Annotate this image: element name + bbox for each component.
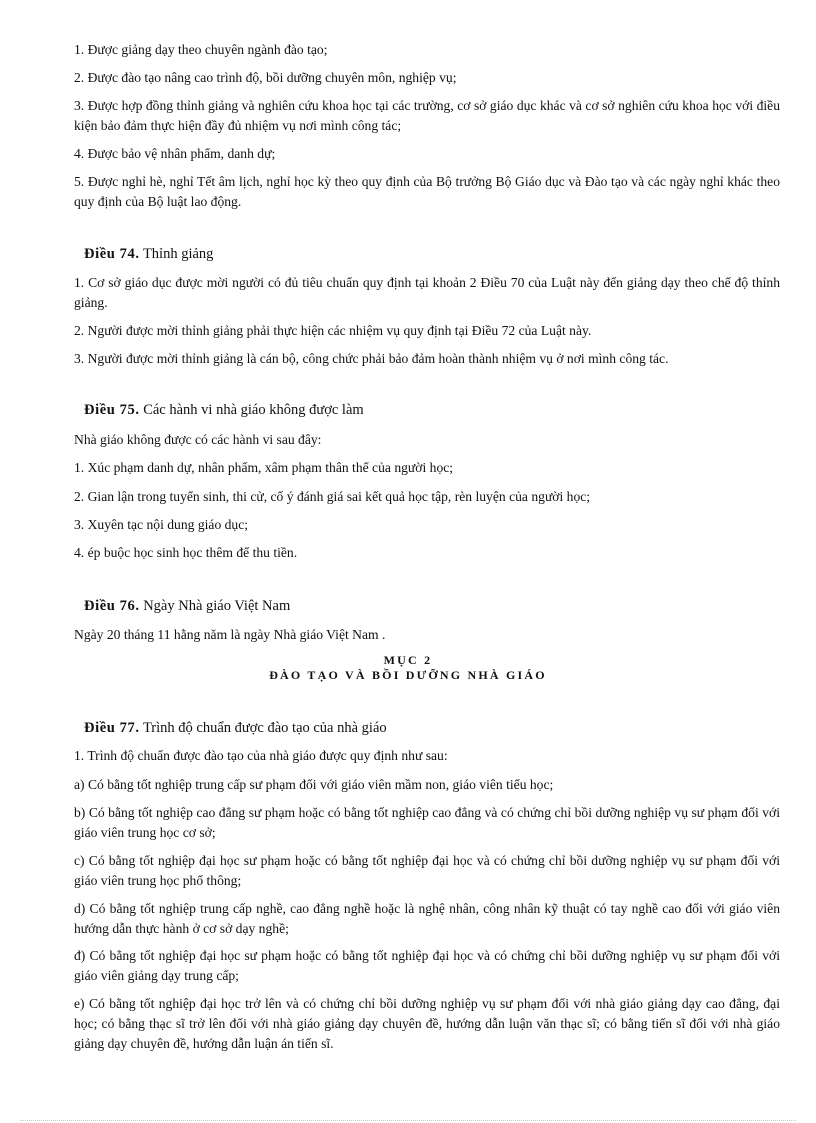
article-number: Điều 75. [84, 402, 140, 418]
list-item: 2. Được đào tạo nâng cao trình độ, bồi dưỡng chuyên môn, nghiệp vụ; [74, 70, 457, 85]
article-77-heading [84, 718, 684, 738]
list-item: 3. Người được mời thỉnh giảng là cán bộ, công chức phải bảo đảm hoàn thành nhiệm vụ ở nơi mình công tác. [74, 351, 669, 366]
list-item: đ) Có bằng tốt nghiệp đại học sư phạm hoặc có bằng tốt nghiệp đại học và có chứng chỉ bồi dưỡng nghiệp vụ sư phạm đối với giáo viên giảng dạy trung cấp; [74, 948, 780, 983]
article-title: Thỉnh giảng [142, 246, 214, 262]
list-item: 3. Được hợp đồng thỉnh giảng và nghiên cứu khoa học tại các trường, cơ sở giáo dục khác và cơ sở nghiên cứu khoa học với điều kiện bảo đảm thực hiện đầy đủ nhiệm vụ nơi mình công tác; [74, 98, 780, 133]
list-item: 1. Được giảng dạy theo chuyên ngành đào tạo; [74, 42, 328, 57]
list-item: d) Có bằng tốt nghiệp trung cấp nghề, cao đẳng nghề hoặc là nghệ nhân, công nhân kỹ thuật có tay nghề cao đối với giáo viên hướng dẫn thực hành ở cơ sở dạy nghề; [74, 901, 780, 936]
article-title: Các hành vi nhà giáo không được làm [143, 402, 364, 418]
list-item: e) Có bằng tốt nghiệp đại học trở lên và có chứng chỉ bồi dưỡng nghiệp vụ sư phạm đối với nhà giáo giảng dạy cao đẳng, đại học; có bằng thạc sĩ trở lên đối với nhà giáo giảng dạy chuyên đề, hướng dẫn luận văn thạc sĩ; có bằng tiến sĩ đối với nhà giáo giảng dạy chuyên đề, hướng dẫn luận án tiến sĩ. [74, 996, 780, 1051]
article-intro: Nhà giáo không được có các hành vi sau đây: [74, 432, 322, 447]
section-title: ĐÀO TẠO VÀ BỒI DƯỠNG NHÀ GIÁO [269, 668, 547, 682]
article-text: Ngày 20 tháng 11 hằng năm là ngày Nhà giáo Việt Nam . [74, 627, 386, 642]
section-label: MỤC 2 [383, 653, 433, 667]
list-item: 2. Gian lận trong tuyển sinh, thi cử, cố ý đánh giá sai kết quả học tập, rèn luyện của người học; [74, 489, 591, 504]
list-item: 4. ép buộc học sinh học thêm để thu tiền. [74, 545, 298, 560]
list-item: 4. Được bảo vệ nhân phẩm, danh dự; [74, 146, 276, 161]
article-number: Điều 77. [84, 720, 140, 736]
article-number: Điều 76. [84, 598, 140, 614]
list-item: b) Có bằng tốt nghiệp cao đẳng sư phạm hoặc có bằng tốt nghiệp cao đẳng và có chứng chỉ bồi dưỡng nghiệp vụ sư phạm đối với giáo viên trung học cơ sở; [74, 805, 780, 840]
article-intro: 1. Trình độ chuẩn được đào tạo của nhà giáo được quy định như sau: [74, 748, 448, 763]
page-bottom-divider [20, 1120, 796, 1121]
article-75-heading [84, 400, 684, 420]
article-number: Điều 74. [84, 246, 140, 262]
list-item: 1. Xúc phạm danh dự, nhân phẩm, xâm phạm thân thể của người học; [74, 460, 454, 475]
list-item: 3. Xuyên tạc nội dung giáo dục; [74, 517, 249, 532]
list-item: a) Có bằng tốt nghiệp trung cấp sư phạm đối với giáo viên mầm non, giáo viên tiểu học; [74, 777, 554, 792]
article-76-heading [84, 596, 684, 616]
article-74-heading [84, 244, 684, 264]
article-title: Ngày Nhà giáo Việt Nam [143, 598, 291, 614]
list-item: 2. Người được mời thỉnh giảng phải thực hiện các nhiệm vụ quy định tại Điều 72 của Luật này. [74, 323, 592, 338]
list-item: 1. Cơ sở giáo dục được mời người có đủ tiêu chuẩn quy định tại khoản 2 Điều 70 của Luật này đến giảng dạy theo chế độ thỉnh giảng. [74, 275, 780, 310]
article-title: Trình độ chuẩn được đào tạo của nhà giáo [142, 720, 387, 736]
list-item: c) Có bằng tốt nghiệp đại học sư phạm hoặc có bằng tốt nghiệp đại học và có chứng chỉ bồi dưỡng nghiệp vụ sư phạm đối với giáo viên trung học phổ thông; [74, 853, 780, 888]
list-item: 5. Được nghỉ hè, nghỉ Tết âm lịch, nghỉ học kỳ theo quy định của Bộ trưởng Bộ Giáo dục và Đào tạo và các ngày nghỉ khác theo quy định của Bộ luật lao động. [74, 174, 780, 209]
